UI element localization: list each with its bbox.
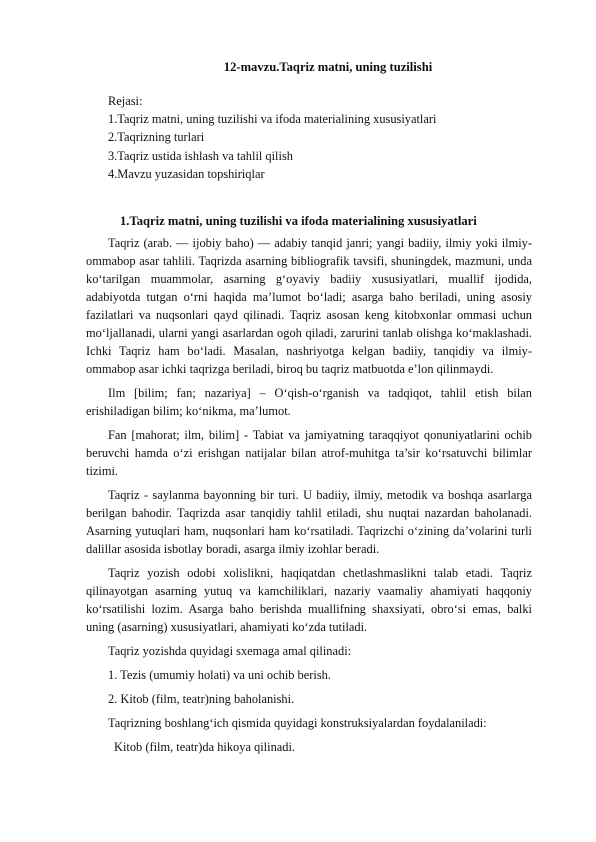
plan-item: 4.Mavzu yuzasidan topshiriqlar (108, 166, 265, 181)
plan-item: 2.Taqrizning turlari (108, 130, 205, 145)
list-line: Taqrizning boshlang‘ich qismida quyidagi konstruksiyalardan foydalaniladi: (108, 716, 487, 730)
paragraph: Taqriz yozish odobi xolislikni, haqiqatdan chetlashmaslikni talab etadi. Taqriz qilinayotgan asarning yutuq va kamchiliklari, nazariy vaamaliy ahamiyati haqqoniy ko‘rsatilishi lozim. Asarga baho berishda muallifning shaxsiyati, obro‘si emas, balki uning (asarning) xususiyatlari, ahamiyati ko‘zda tutiladi. (86, 566, 532, 634)
plan-item: 3.Taqriz ustida ishlash va tahlil qilish (108, 148, 293, 163)
list-line: 1. Tezis (umumiy holati) va uni ochib berish. (108, 668, 331, 682)
list-line: 2. Kitob (film, teatr)ning baholanishi. (108, 692, 295, 706)
paragraph: Fan [mahorat; ilm, bilim] - Tabiat va jamiyatning taraqqiyot qonuniyatlarini ochib beruvchi hamda o‘zi erishgan natijalar bilan atrof-muhitga ta’sir ko‘rsatuvchi bilimlar tizimi. (86, 428, 532, 478)
list-line: Kitob (film, teatr)da hikoya qilinadi. (114, 740, 295, 754)
plan-block (108, 92, 548, 183)
paragraph: Taqriz - saylanma bayonning bir turi. U badiiy, ilmiy, metodik va boshqa asarlarga berilgan bahodir. Taqrizda asar tanqidiy tahlil etiladi, shu nuqtai nazardan baholanadi. Asarning yutuqlari ham, nuqsonlari ham ko‘rsatiladi. Taqrizchi o‘zining da’volarini turli dalillar asosida isbotlay boradi, asarga ilmiy izohlar beradi. (86, 488, 532, 556)
list-line: Taqriz yozishda quyidagi sxemaga amal qilinadi: (108, 644, 352, 658)
document-title: 12-mavzu.Taqriz matni, uning tuzilishi (223, 60, 433, 74)
paragraph: Taqriz (arab. — ijobiy baho) — adabiy tanqid janri; yangi badiiy, ilmiy yoki ilmiy-ommabop asar tahlili. Taqrizda asarning bibliografik tavsifi, shuningdek, mazmuni, unda ko‘tarilgan muammolar, asarning g‘oyaviy badiiy xususiyatlari, muallif ijodida, adabiyotda tutgan o‘rni haqida ma’lumot bo‘ladi; asarga baho beriladi, uning asosiy fazilatlari va nuqsonlari qayd qilinadi. Taqriz asosan keng kitobxonlar ommasi uchun mo‘ljallanadi, ularni yangi asarlardan ogoh qiladi, zarurini tanlab olishga ko‘maklashadi. Ichki Taqriz ham bo‘ladi. Masalan, nashriyotga kelgan badiiy, tanqidiy va ilmiy-ommabop asar ichki taqrizga beriladi, biroq bu taqriz matbuotda e’lon qilinmaydi. (86, 236, 532, 376)
plan-label: Rejasi: (108, 94, 143, 108)
plan-item: 1.Taqriz matni, uning tuzilishi va ifoda materialining xususiyatlari (108, 112, 437, 127)
section-heading: 1.Taqriz matni, uning tuzilishi va ifoda materialining xususiyatlari (120, 214, 477, 228)
paragraph: Ilm [bilim; fan; nazariya] – O‘qish-o‘rganish va tadqiqot, tahlil etish bilan erishiladigan bilim; ko‘nikma, ma’lumot. (86, 386, 532, 418)
document-body (86, 234, 532, 762)
